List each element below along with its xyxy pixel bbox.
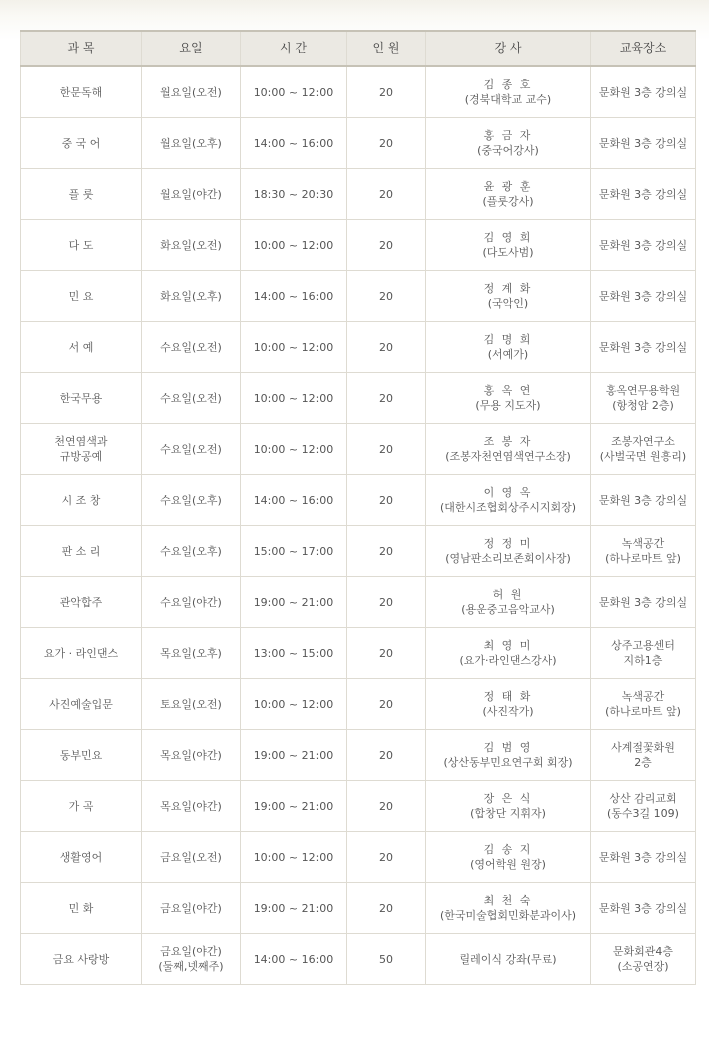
cell-subject	[21, 322, 142, 373]
cell-people: 20	[347, 66, 426, 118]
cell-place	[591, 271, 696, 322]
cell-time: 19:00 ~ 21:00	[241, 781, 347, 832]
cell-subject-line: 한국무용	[59, 391, 103, 405]
cell-day	[142, 118, 241, 169]
cell-teacher-line: (영남판소리보존회이사장)	[445, 552, 571, 565]
cell-day-line: (둘째,넷째주)	[158, 960, 224, 973]
cell-day-line: 목요일(야간)	[160, 748, 222, 762]
cell-people: 20	[347, 883, 426, 934]
cell-place	[591, 679, 696, 730]
header-teacher: 강 사	[426, 31, 591, 66]
cell-day	[142, 883, 241, 934]
cell-subject-line: 중 국 어	[61, 136, 101, 150]
cell-place-line: 지하1층	[623, 654, 663, 667]
cell-teacher-line: (서예가)	[487, 348, 529, 361]
cell-place-line: 상주고용센터	[611, 639, 675, 652]
cell-day-line: 금요일(오전)	[160, 850, 222, 864]
cell-time: 18:30 ~ 20:30	[241, 169, 347, 220]
cell-subject	[21, 730, 142, 781]
cell-day-line: 수요일(야간)	[160, 595, 222, 609]
cell-day	[142, 424, 241, 475]
cell-place-line: 문화원 3층 강의실	[598, 340, 688, 354]
cell-place-line: 2층	[634, 756, 652, 769]
table-row	[21, 628, 696, 679]
cell-day	[142, 832, 241, 883]
cell-day-line: 월요일(오전)	[160, 85, 222, 99]
cell-place-line: 문화원 3층 강의실	[598, 238, 688, 252]
cell-time: 10:00 ~ 12:00	[241, 679, 347, 730]
cell-day-line: 금요일(야간)	[160, 901, 222, 915]
cell-subject	[21, 475, 142, 526]
cell-teacher-line: 정 태 화	[483, 690, 533, 703]
cell-place	[591, 832, 696, 883]
cell-day	[142, 373, 241, 424]
cell-subject-line: 금요 사랑방	[52, 952, 110, 966]
cell-place-line: 홍옥연무용학원	[605, 384, 681, 397]
cell-people: 20	[347, 679, 426, 730]
cell-subject-line: 규방공예	[59, 450, 103, 463]
cell-day	[142, 781, 241, 832]
cell-time: 19:00 ~ 21:00	[241, 730, 347, 781]
cell-day	[142, 271, 241, 322]
cell-place-line: 문화원 3층 강의실	[598, 850, 688, 864]
cell-people: 20	[347, 781, 426, 832]
cell-teacher-line: 릴레이식 강좌(무료)	[459, 952, 557, 966]
cell-time: 19:00 ~ 21:00	[241, 883, 347, 934]
cell-teacher-line: 김 범 영	[483, 741, 533, 754]
cell-subject-line: 관악합주	[59, 595, 103, 609]
cell-time: 14:00 ~ 16:00	[241, 118, 347, 169]
cell-people: 20	[347, 373, 426, 424]
cell-place-line: (소공연장)	[617, 960, 669, 973]
cell-place-line: 문화원 3층 강의실	[598, 187, 688, 201]
cell-place	[591, 781, 696, 832]
cell-people: 20	[347, 118, 426, 169]
cell-place	[591, 730, 696, 781]
cell-people: 50	[347, 934, 426, 985]
cell-subject	[21, 271, 142, 322]
cell-day-line: 목요일(오후)	[160, 646, 222, 660]
cell-teacher	[426, 526, 591, 577]
cell-day-line: 수요일(오전)	[160, 340, 222, 354]
cell-place-line: 문화원 3층 강의실	[598, 595, 688, 609]
cell-time: 14:00 ~ 16:00	[241, 271, 347, 322]
cell-day-line: 화요일(오후)	[160, 289, 222, 303]
cell-teacher-line: 김 송 지	[483, 843, 533, 856]
cell-time: 19:00 ~ 21:00	[241, 577, 347, 628]
cell-subject-line: 서 예	[68, 340, 94, 354]
cell-teacher	[426, 66, 591, 118]
cell-people: 20	[347, 730, 426, 781]
cell-time: 10:00 ~ 12:00	[241, 220, 347, 271]
cell-subject	[21, 781, 142, 832]
cell-teacher-line: 정 계 화	[483, 282, 533, 295]
cell-subject	[21, 66, 142, 118]
cell-subject-line: 민 요	[68, 289, 94, 303]
cell-teacher-line: 이 영 옥	[483, 486, 533, 499]
cell-people: 20	[347, 220, 426, 271]
cell-place	[591, 526, 696, 577]
cell-place-line: 문화원 3층 강의실	[598, 289, 688, 303]
cell-teacher-line: 홍 옥 연	[483, 384, 533, 397]
cell-subject	[21, 628, 142, 679]
cell-day-line: 수요일(오전)	[160, 442, 222, 456]
cell-subject-line: 민 화	[68, 901, 94, 915]
cell-subject	[21, 220, 142, 271]
cell-teacher-line: 김 영 희	[483, 231, 533, 244]
cell-day	[142, 322, 241, 373]
table-row	[21, 271, 696, 322]
cell-teacher-line: 정 정 미	[483, 537, 533, 550]
table-row	[21, 220, 696, 271]
cell-place-line: (하나로마트 앞)	[605, 705, 681, 718]
header-place: 교육장소	[591, 31, 696, 66]
table-row	[21, 322, 696, 373]
cell-teacher	[426, 679, 591, 730]
cell-people: 20	[347, 322, 426, 373]
cell-teacher-line: 허 원	[492, 588, 524, 601]
cell-teacher-line: 김 종 호	[483, 78, 533, 91]
cell-place	[591, 475, 696, 526]
cell-place	[591, 220, 696, 271]
cell-subject-line: 천연염색과	[54, 435, 108, 448]
cell-place-line: 문화원 3층 강의실	[598, 493, 688, 507]
cell-time: 13:00 ~ 15:00	[241, 628, 347, 679]
cell-day-line: 금요일(야간)	[160, 945, 222, 958]
cell-place-line: (사벌국면 원흥리)	[599, 450, 687, 463]
cell-place	[591, 577, 696, 628]
cell-people: 20	[347, 832, 426, 883]
cell-place-line: 상산 감리교회	[609, 792, 677, 805]
cell-teacher	[426, 832, 591, 883]
cell-people: 20	[347, 577, 426, 628]
cell-place	[591, 934, 696, 985]
cell-day	[142, 475, 241, 526]
table-header	[21, 31, 696, 66]
cell-place	[591, 883, 696, 934]
cell-time: 10:00 ~ 12:00	[241, 424, 347, 475]
cell-day-line: 토요일(오전)	[160, 697, 222, 711]
cell-teacher-line: (대한시조협회상주시지회장)	[439, 501, 577, 514]
cell-place	[591, 424, 696, 475]
cell-subject	[21, 373, 142, 424]
cell-place	[591, 628, 696, 679]
table-row	[21, 577, 696, 628]
cell-day	[142, 526, 241, 577]
cell-subject-line: 생활영어	[59, 850, 103, 864]
cell-teacher-line: (요가·라인댄스강사)	[459, 654, 557, 667]
cell-place-line: 사계절꽃화원	[611, 741, 675, 754]
cell-teacher	[426, 373, 591, 424]
cell-day-line: 화요일(오전)	[160, 238, 222, 252]
cell-time: 10:00 ~ 12:00	[241, 373, 347, 424]
table-body	[21, 66, 696, 985]
cell-day	[142, 730, 241, 781]
cell-place-line: 문화원 3층 강의실	[598, 136, 688, 150]
cell-teacher-line: 윤 광 훈	[483, 180, 533, 193]
cell-day	[142, 577, 241, 628]
cell-subject	[21, 118, 142, 169]
cell-teacher	[426, 781, 591, 832]
cell-teacher	[426, 475, 591, 526]
table-row	[21, 679, 696, 730]
table-row	[21, 730, 696, 781]
cell-teacher-line: (경북대학교 교수)	[464, 93, 552, 106]
table-row	[21, 373, 696, 424]
cell-day-line: 수요일(오후)	[160, 493, 222, 507]
cell-teacher	[426, 628, 591, 679]
cell-place	[591, 322, 696, 373]
cell-day	[142, 169, 241, 220]
cell-place-line: 조봉자연구소	[611, 435, 675, 448]
cell-teacher	[426, 934, 591, 985]
cell-subject-line: 플 룻	[68, 187, 94, 201]
cell-subject-line: 다 도	[68, 238, 94, 252]
cell-time: 10:00 ~ 12:00	[241, 66, 347, 118]
cell-people: 20	[347, 526, 426, 577]
cell-people: 20	[347, 271, 426, 322]
table-row	[21, 832, 696, 883]
cell-teacher-line: (상산동부민요연구회 회장)	[443, 756, 573, 769]
table-row	[21, 169, 696, 220]
cell-teacher	[426, 730, 591, 781]
cell-teacher	[426, 169, 591, 220]
cell-place-line: 녹색공간	[621, 690, 665, 703]
table-row	[21, 475, 696, 526]
table-row	[21, 934, 696, 985]
cell-subject-line: 동부민요	[59, 748, 103, 762]
cell-place	[591, 66, 696, 118]
cell-teacher	[426, 220, 591, 271]
cell-day-line: 수요일(오후)	[160, 544, 222, 558]
cell-people: 20	[347, 628, 426, 679]
cell-place-line: (동수3길 109)	[607, 807, 679, 820]
cell-teacher	[426, 577, 591, 628]
cell-place-line: 문화원 3층 강의실	[598, 85, 688, 99]
cell-time: 10:00 ~ 12:00	[241, 832, 347, 883]
cell-teacher-line: (사진작가)	[482, 705, 534, 718]
cell-day-line: 수요일(오전)	[160, 391, 222, 405]
table-row	[21, 526, 696, 577]
cell-teacher-line: 조 봉 자	[483, 435, 533, 448]
cell-teacher	[426, 118, 591, 169]
cell-time: 14:00 ~ 16:00	[241, 934, 347, 985]
cell-teacher	[426, 322, 591, 373]
cell-place-line: 문화회관4층	[612, 945, 674, 958]
cell-people: 20	[347, 424, 426, 475]
cell-place	[591, 373, 696, 424]
cell-day	[142, 934, 241, 985]
cell-teacher-line: (중국어강사)	[477, 144, 539, 157]
cell-teacher-line: 장 은 식	[483, 792, 533, 805]
cell-subject-line: 요가 · 라인댄스	[43, 646, 119, 660]
cell-people: 20	[347, 169, 426, 220]
cell-teacher-line: (플룻강사)	[482, 195, 534, 208]
cell-subject-line: 가 곡	[68, 799, 94, 813]
cell-subject	[21, 679, 142, 730]
cell-place-line: 녹색공간	[621, 537, 665, 550]
cell-place-line: (항청암 2층)	[612, 399, 674, 412]
cell-teacher-line: (합창단 지휘자)	[470, 807, 546, 820]
cell-day	[142, 679, 241, 730]
header-time: 시 간	[241, 31, 347, 66]
cell-teacher	[426, 271, 591, 322]
cell-teacher-line: (용운중고음악교사)	[461, 603, 555, 616]
cell-teacher-line: 최 영 미	[483, 639, 533, 652]
cell-place-line: (하나로마트 앞)	[605, 552, 681, 565]
cell-day	[142, 220, 241, 271]
cell-teacher-line: 홍 금 자	[483, 129, 533, 142]
cell-subject	[21, 577, 142, 628]
cell-teacher-line: (무용 지도자)	[475, 399, 541, 412]
cell-subject-line: 한문독해	[59, 85, 103, 99]
cell-teacher-line: 김 명 희	[483, 333, 533, 346]
course-schedule-table	[20, 30, 696, 985]
cell-day	[142, 628, 241, 679]
cell-time: 14:00 ~ 16:00	[241, 475, 347, 526]
cell-teacher-line: (국악인)	[487, 297, 529, 310]
cell-day	[142, 66, 241, 118]
cell-subject	[21, 934, 142, 985]
cell-subject	[21, 169, 142, 220]
header-people: 인 원	[347, 31, 426, 66]
header-day: 요일	[142, 31, 241, 66]
cell-teacher	[426, 424, 591, 475]
cell-day-line: 목요일(야간)	[160, 799, 222, 813]
cell-subject	[21, 883, 142, 934]
cell-time: 10:00 ~ 12:00	[241, 322, 347, 373]
cell-place	[591, 169, 696, 220]
cell-subject	[21, 832, 142, 883]
cell-subject-line: 사진예술입문	[49, 697, 113, 711]
cell-subject-line: 판 소 리	[61, 544, 101, 558]
cell-teacher-line: (영어학원 원장)	[470, 858, 546, 871]
cell-place-line: 문화원 3층 강의실	[598, 901, 688, 915]
table-row	[21, 118, 696, 169]
cell-teacher-line: (조봉자천연염색연구소장)	[445, 450, 571, 463]
cell-subject	[21, 526, 142, 577]
cell-teacher-line: 최 천 숙	[483, 894, 533, 907]
header-row	[21, 31, 696, 66]
cell-teacher	[426, 883, 591, 934]
header-subject: 과 목	[21, 31, 142, 66]
cell-place	[591, 118, 696, 169]
cell-teacher-line: (한국미술협회민화분과이사)	[439, 909, 577, 922]
cell-day-line: 월요일(야간)	[160, 187, 222, 201]
cell-day-line: 월요일(오후)	[160, 136, 222, 150]
cell-time: 15:00 ~ 17:00	[241, 526, 347, 577]
cell-people: 20	[347, 475, 426, 526]
cell-subject-line: 시 조 창	[61, 493, 101, 507]
table-row	[21, 781, 696, 832]
cell-teacher-line: (다도사범)	[482, 246, 534, 259]
table-row	[21, 883, 696, 934]
cell-subject	[21, 424, 142, 475]
table-row	[21, 424, 696, 475]
table-row	[21, 66, 696, 118]
